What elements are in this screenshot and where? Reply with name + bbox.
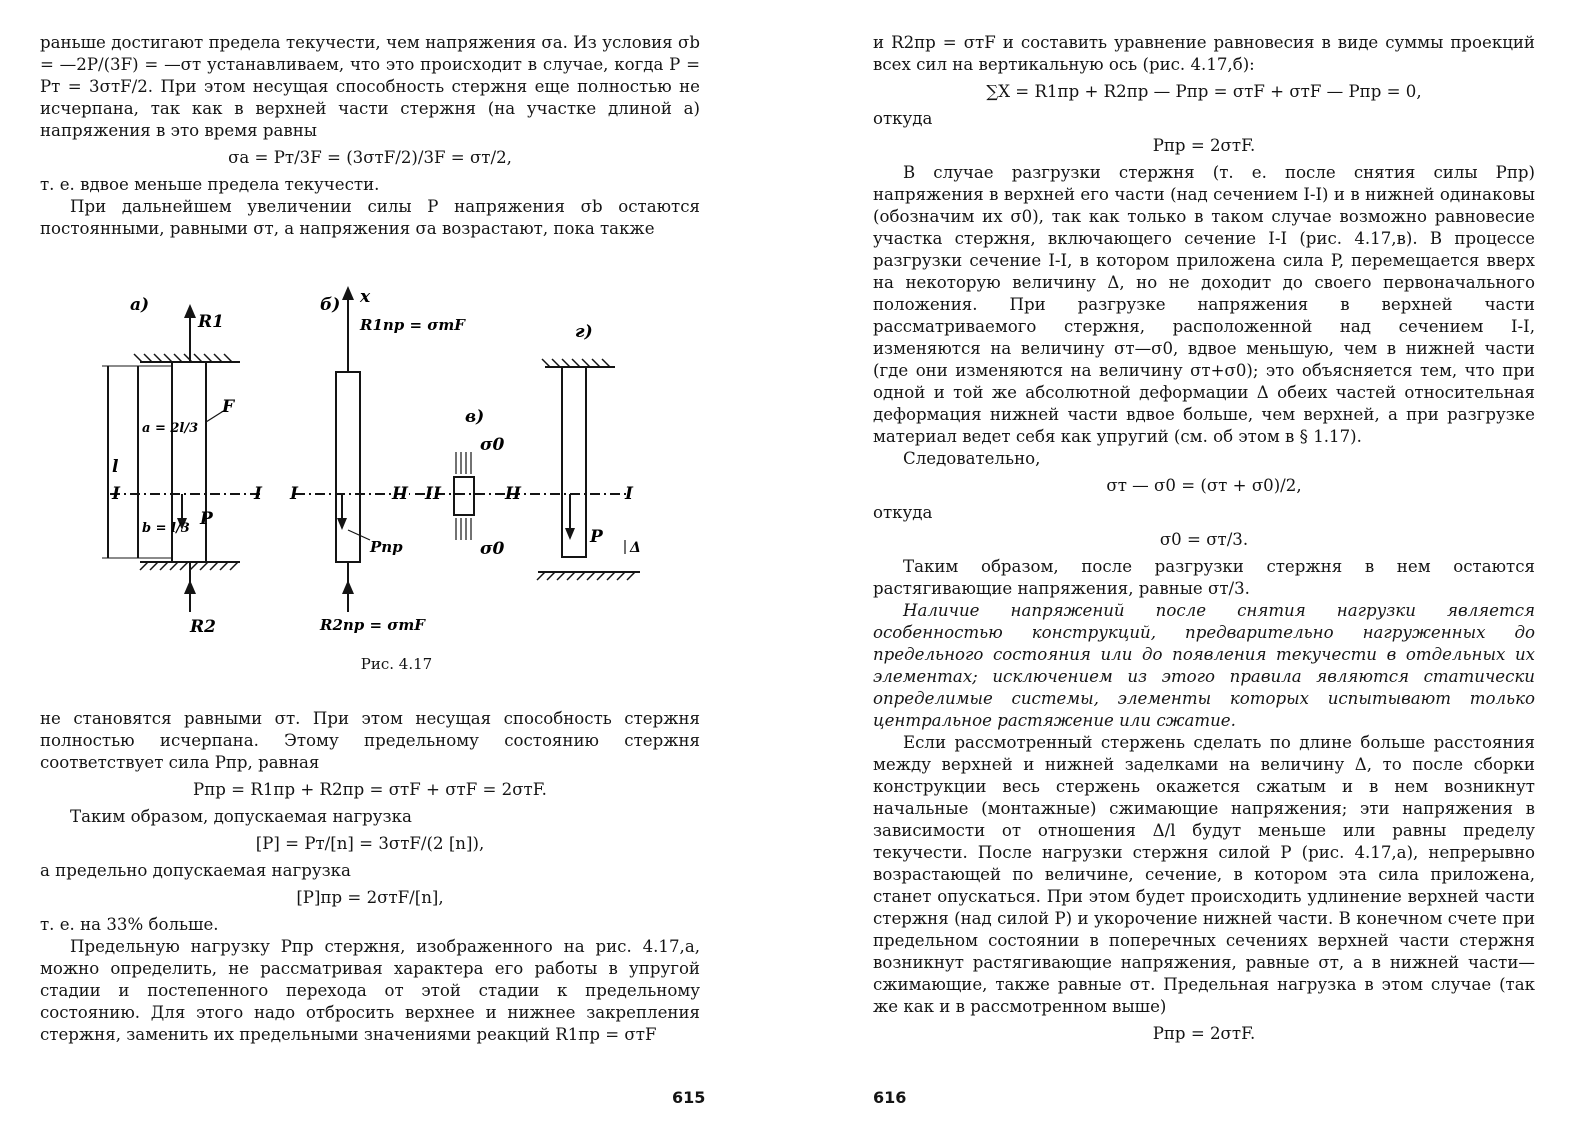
paragraph: т. е. на 33% больше. <box>40 915 219 934</box>
right-text <box>873 32 1535 1050</box>
left-bottom-text <box>40 708 700 1046</box>
paragraph: т. е. вдвое меньше предела текучести. <box>40 175 380 194</box>
label-b: б) <box>320 295 341 315</box>
label-sigma0-bottom: σ0 <box>480 539 505 559</box>
formula: Pпр = 2σтF. <box>1152 136 1256 155</box>
label-F: F <box>222 397 235 417</box>
formula: σ0 = σт/3. <box>1159 530 1249 549</box>
label-l: l <box>112 457 119 477</box>
label-a: а) <box>130 295 150 315</box>
paragraph: Если рассмотренный стержень сделать по длине больше расстояния между верхней и нижней заделками на величину Δ, то после сборки конструкции весь стержень окажется сжатым и в нем возникнут начальные (монтажные) сжимающие напряжения; эти напряжения в зависимости от отношения Δ/l будут меньше или равны пределу текучести. После нагрузки стержня силой P (рис. 4.17,a), непрерывно возрастающей по величине, сечение, в котором эта сила приложена, станет опускаться. При этом будет происходить удлинение верхней части стержня (над силой P) и укорочение нижней части. В конечном счете при предельном состоянии в поперечных сечениях верхней части стержня возникнут растягивающие напряжения, равные σт, а в нижней части—сжимающие, также равные σт. Предельная нагрузка в этом случае (так же как и в рассмотренном выше) <box>873 733 1535 1016</box>
page-number: 616 <box>873 1088 907 1107</box>
figure-caption: Рис. 4.17 <box>360 655 433 673</box>
formula: [P]пр = 2σтF/[n], <box>296 888 444 907</box>
paragraph: Таким образом, допускаемая нагрузка <box>70 807 412 826</box>
label-b-dim: b = l/3 <box>142 521 190 536</box>
formula: σт — σ0 = (σт + σ0)/2, <box>1106 476 1302 495</box>
label-sigma0-top: σ0 <box>480 435 505 455</box>
paragraph: и R2пр = σтF и составить уравнение равновесия в виде суммы проекций всех сил на вертикальную ось (рис. 4.17,б): <box>873 33 1535 74</box>
paragraph: При дальнейшем увеличении силы P напряжения σb остаются постоянными, равными σт, а напряжения σa возрастают, пока также <box>40 197 700 238</box>
label-R1: R1 <box>198 312 224 332</box>
paragraph: раньше достигают предела текучести, чем напряжения σa. Из условия σb = —2P/(3F) = —σт устанавливаем, что это происходит в случае, когда P = Pт = 3σтF/2. При этом несущая способность стержня еще полностью не исчерпана, так как в верхней части стержня (на участке длиной a) напряжения в это время равны <box>40 33 700 140</box>
label-section-II: II <box>392 484 408 504</box>
label-section-II: II <box>505 484 521 504</box>
label-delta: Δ <box>630 540 641 556</box>
paragraph: откуда <box>873 503 933 522</box>
label-R2: R2 <box>190 617 216 637</box>
paragraph: а предельно допускаемая нагрузка <box>40 861 351 880</box>
label-v: в) <box>465 407 485 427</box>
label-R2pr: R2пр = σтF <box>320 616 425 634</box>
figure-4-17 <box>80 282 680 682</box>
paragraph: не становятся равными σт. При этом несущая способность стержня полностью исчерпана. Этому предельному состоянию стержня соответствует сила Pпр, равная <box>40 709 700 772</box>
formula: σa = Pт/3F = (3σтF/2)/3F = σт/2, <box>228 148 512 167</box>
label-Ppr: Pпр <box>370 538 403 556</box>
formula: [P] = Pт/[n] = 3σтF/(2 [n]), <box>255 834 485 853</box>
paragraph: В случае разгрузки стержня (т. е. после снятия силы Pпр) напряжения в верхней его части (над сечением I-I) и в нижней одинаковы (обозначим их σ0), так как только в таком случае возможно равновесие участка стержня, включающего сечение I-I (рис. 4.17,в). В процессе разгрузки сечение I-I, в котором приложена сила P, перемещается вверх на некоторую величину Δ, но не доходит до своего первоначального положения. При разгрузке напряжения в верхней части рассматриваемого стержня, расположенной над сечением I-I, изменяются на величину σт—σ0, вдвое меньшую, чем в нижней части (где они изменяются на величину σт+σ0); это объясняется тем, что при одной и той же абсолютной деформации Δ обеих частей относительная деформация нижней части вдвое больше, чем верхней, а при разгрузке материал ведет себя как упругий (см. об этом в § 1.17). <box>873 163 1535 446</box>
label-P: P <box>200 509 213 529</box>
label-R1pr: R1пр = σтF <box>360 316 465 334</box>
label-section-I: I <box>290 484 298 504</box>
paragraph: Таким образом, после разгрузки стержня в нем остаются растягивающие напряжения, равные σт/3. <box>873 557 1535 598</box>
right-page <box>793 0 1586 1148</box>
label-a-dim: a = 2l/3 <box>142 421 199 436</box>
label-x: x <box>360 287 371 307</box>
label-section-I: I <box>112 484 120 504</box>
paragraph: Предельную нагрузку Pпр стержня, изображенного на рис. 4.17,a, можно определить, не рассматривая характера его работы в упругой стадии и постепенного перехода от этой стадии к предельному состоянию. Для этого надо отбросить верхнее и нижнее закрепления стержня, заменить их предельными значениями реакций R1пр = σтF <box>40 937 700 1044</box>
page-number: 615 <box>672 1088 706 1107</box>
paragraph: Следовательно, <box>903 449 1041 468</box>
label-section-I: I <box>254 484 262 504</box>
formula: Pпр = 2σтF. <box>1152 1024 1256 1043</box>
paragraph: откуда <box>873 109 933 128</box>
italic-paragraph: Наличие напряжений после снятия нагрузки является особенностью конструкций, предварительно нагруженных до предельного состояния или до появления текучести в отдельных их элементах; исключением из этого правила являются статически определимые системы, элементы которых испытывают только центральное растяжение или сжатие. <box>873 601 1535 730</box>
label-section-II: II <box>425 484 441 504</box>
formula: Pпр = R1пр + R2пр = σтF + σтF = 2σтF. <box>193 780 547 799</box>
label-section-I: I <box>625 484 633 504</box>
left-top-text <box>40 32 700 240</box>
formula: ∑X = R1пр + R2пр — Pпр = σтF + σтF — Pпр = 0, <box>986 82 1422 101</box>
label-g: г) <box>575 322 593 342</box>
label-P: P <box>590 527 603 547</box>
